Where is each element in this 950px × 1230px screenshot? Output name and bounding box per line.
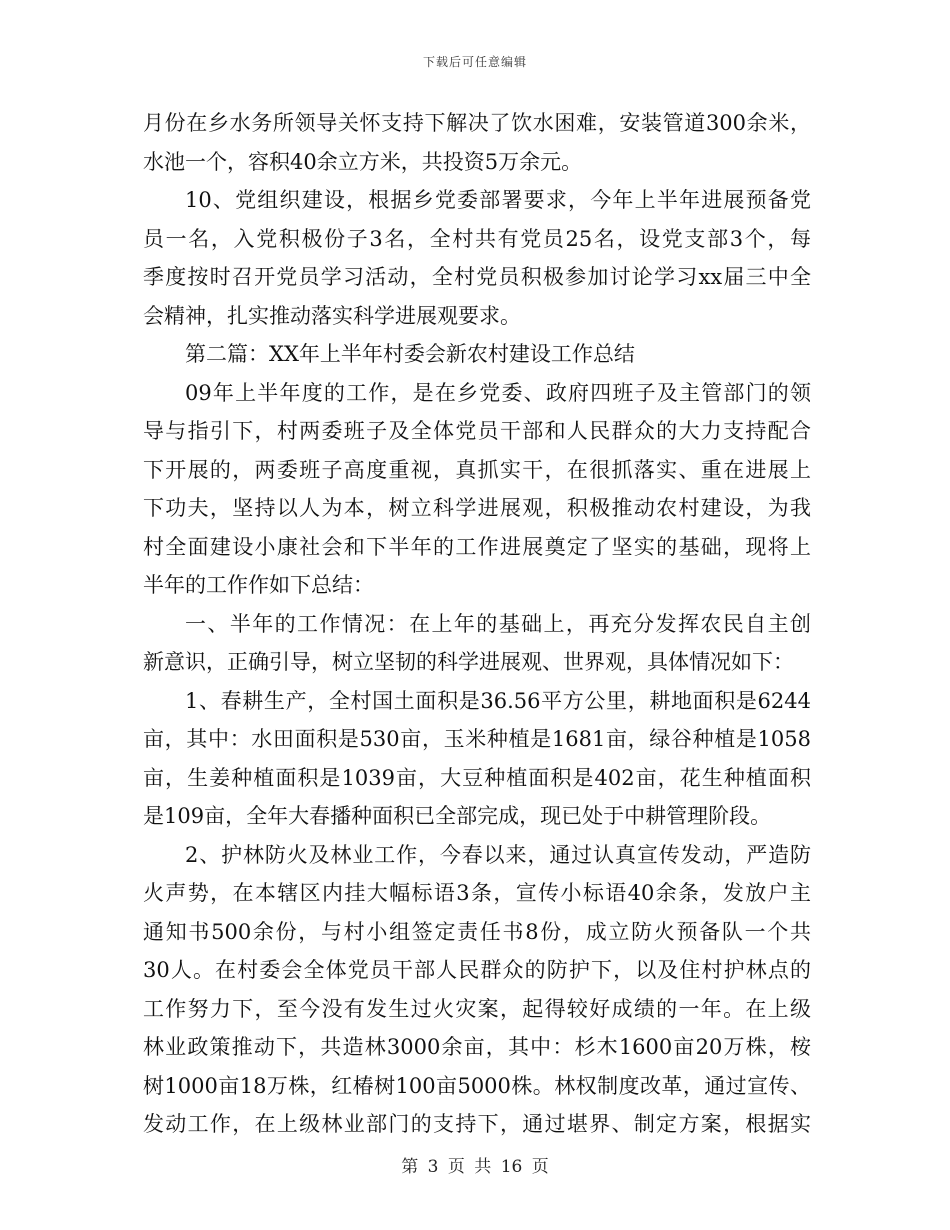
page-header: 下载后可任意编辑: [422, 55, 527, 69]
text-line: 2、护林防火及林业工作，今春以来，通过认真宣传发动，严造防: [185, 842, 811, 867]
page-footer: 第 3 页 共 16 页: [401, 1157, 549, 1177]
text-line: 亩，其中：水田面积是530亩，玉米种植是1681亩，绿谷种植是1058: [143, 727, 811, 751]
text-line: 员一名，入党积极份子3名，全村共有党员25名，设党支部3个，每: [143, 226, 811, 251]
text-line: 是109亩，全年大春播种面积已全部完成，现已处于中耕管理阶段。: [143, 804, 772, 828]
text-line: 通知书500余份，与村小组签定责任书8份，成立防火预备队一个共: [143, 919, 811, 944]
text-line: 亩，生姜种植面积是1039亩，大豆种植面积是402亩，花生种植面积: [143, 765, 811, 790]
text-line: 30人。在村委会全体党员干部人民群众的防护下，以及住村护林点的: [143, 958, 811, 982]
text-line: 1、春耕生产，全村国土面积是36.56平方公里，耕地面积是6244: [185, 688, 811, 713]
text-line: 09年上半年度的工作，是在乡党委、政府四班子及主管部门的领: [185, 380, 811, 405]
text-line: 导与指引下，村两委班子及全体党员干部和人民群众的大力支持配合: [143, 419, 811, 443]
text-line: 第二篇：XX年上半年村委会新农村建设工作总结: [185, 342, 635, 366]
text-line: 林业政策推动下，共造林3000余亩，其中：杉木1600亩20万株，桉: [143, 1035, 811, 1059]
text-line: 村全面建设小康社会和下半年的工作进展奠定了坚实的基础，现将上: [143, 534, 811, 559]
text-line: 季度按时召开党员学习活动，全村党员积极参加讨论学习xx届三中全: [143, 265, 811, 289]
text-line: 下功夫，坚持以人为本，树立科学进展观，积极推动农村建设，为我: [143, 496, 811, 520]
text-line: 树1000亩18万株，红椿树100亩5000株。林权制度改革，通过宣传、: [143, 1073, 811, 1098]
text-line: 工作努力下，至今没有发生过火灾案，起得较好成绩的一年。在上级: [143, 996, 811, 1021]
text-line: 新意识，正确引导，树立坚韧的科学进展观、世界观，具体情况如下：: [143, 650, 794, 674]
text-line: 半年的工作作如下总结：: [143, 573, 374, 597]
text-line: 10、党组织建设，根据乡党委部署要求，今年上半年进展预备党: [185, 188, 811, 212]
text-line: 火声势，在本辖区内挂大幅标语3条，宣传小标语40余条，发放户主: [143, 881, 811, 905]
text-line: 月份在乡水务所领导关怀支持下解决了饮水困难，安装管道300余米，: [143, 111, 811, 135]
text-line: 发动工作，在上级林业部门的支持下，通过堪界、制定方案，根据实: [143, 1112, 811, 1136]
document-body: [143, 104, 811, 1144]
text-line: 水池一个，容积40余立方米，共投资5万余元。: [143, 149, 583, 174]
text-line: 一、半年的工作情况：在上年的基础上，再充分发挥农民自主创: [185, 611, 811, 636]
text-line: 下开展的，两委班子高度重视，真抓实干，在很抓落实、重在进展上: [143, 457, 811, 482]
text-line: 会精神，扎实推动落实科学进展观要求。: [143, 303, 521, 328]
